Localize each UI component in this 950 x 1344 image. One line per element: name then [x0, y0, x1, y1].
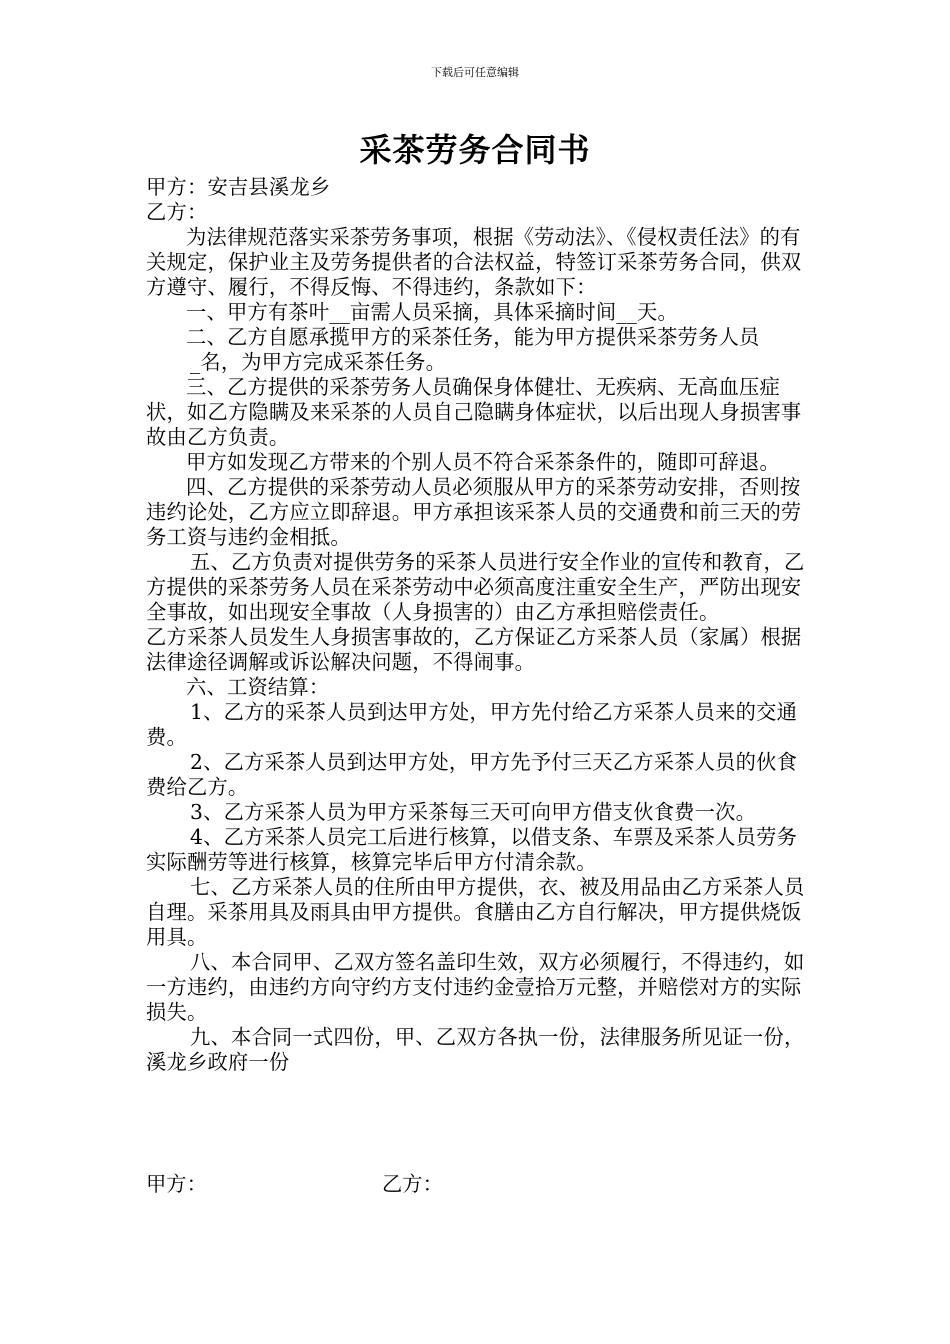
contract-body	[146, 175, 810, 1075]
clause-5-supplement: 乙方采茶人员发生人身损害事故的，乙方保证乙方采茶人员（家属）根据法律途径调解或诉讼解决问题，不得闹事。	[146, 625, 802, 674]
clause-3-dismissal: 甲方如发现乙方带来的个别人员不符合采茶条件的，随即可辞退。	[186, 450, 780, 474]
clause-6-item-4: 4、乙方采茶人员完工后进行核算，以借支条、车票及采茶人员劳务实际酬劳等进行核算，核算完毕后甲方付清余款。	[146, 825, 798, 874]
clause-2: 二、乙方自愿承揽甲方的采茶任务，能为甲方提供采茶劳务人员	[186, 325, 760, 349]
clause-7: 七、乙方采茶人员的住所由甲方提供，衣、被及用品由乙方采茶人员自理。采茶用具及雨具由甲方提供。食膳由乙方自行解决，甲方提供烧饭用具。	[146, 875, 805, 949]
clause-8: 八、本合同甲、乙双方签名盖印生效，双方必须履行，不得违约，如一方违约，由违约方向守约方支付违约金壹拾万元整，并赔偿对方的实际损失。	[146, 950, 805, 1024]
header-note: 下载后可任意编辑	[431, 66, 519, 79]
clause-2-continued: _名，为甲方完成采茶任务。	[190, 350, 447, 374]
clause-5: 五、乙方负责对提供劳务的采茶人员进行安全作业的宣传和教育，乙方提供的采茶劳务人员在采茶劳动中必须高度注重安全生产，严防出现安全事故，如出现安全事故（人身损害的）由乙方承担赔偿责任。	[146, 550, 805, 624]
clause-4: 四、乙方提供的采茶劳动人员必须服从甲方的采茶劳动安排，否则按违约论处，乙方应立即辞退。甲方承担该采茶人员的交通费和前三天的劳务工资与违约金相抵。	[146, 475, 802, 549]
clause-9: 九、本合同一式四份，甲、乙双方各执一份，法律服务所见证一份，溪龙乡政府一份	[146, 1025, 805, 1074]
clause-6-item-2: 2、乙方采茶人员到达甲方处，甲方先予付三天乙方采茶人员的伙食费给乙方。	[146, 750, 798, 799]
document-title: 采茶劳务合同书	[359, 131, 591, 169]
signature-party-a: 甲方：	[146, 1172, 207, 1196]
clause-6-heading: 六、工资结算：	[186, 675, 330, 699]
party-a-line: 甲方：安吉县溪龙乡	[146, 175, 331, 199]
clause-1: 一、甲方有茶叶__亩需人员采摘，具体采摘时间__天。	[186, 300, 678, 324]
party-b-line: 乙方：	[146, 200, 208, 224]
preamble-paragraph: 为法律规范落实采茶劳务事项，根据《劳动法》、《侵权责任法》的有关规定，保护业主及劳务提供者的合法权益，特签订采茶劳务合同，供双方遵守、履行，不得反悔、不得违约，条款如下：	[146, 225, 802, 299]
clause-3: 三、乙方提供的采茶劳务人员确保身体健壮、无疾病、无高血压症状，如乙方隐瞒及来采茶的人员自己隐瞒身体症状，以后出现人身损害事故由乙方负责。	[146, 375, 802, 449]
clause-6-item-1: 1、乙方的采茶人员到达甲方处，甲方先付给乙方采茶人员来的交通费。	[146, 700, 798, 749]
signature-party-b: 乙方：	[382, 1172, 443, 1196]
clause-6-item-3: 3、乙方采茶人员为甲方采茶每三天可向甲方借支伙食费一次。	[190, 800, 757, 824]
